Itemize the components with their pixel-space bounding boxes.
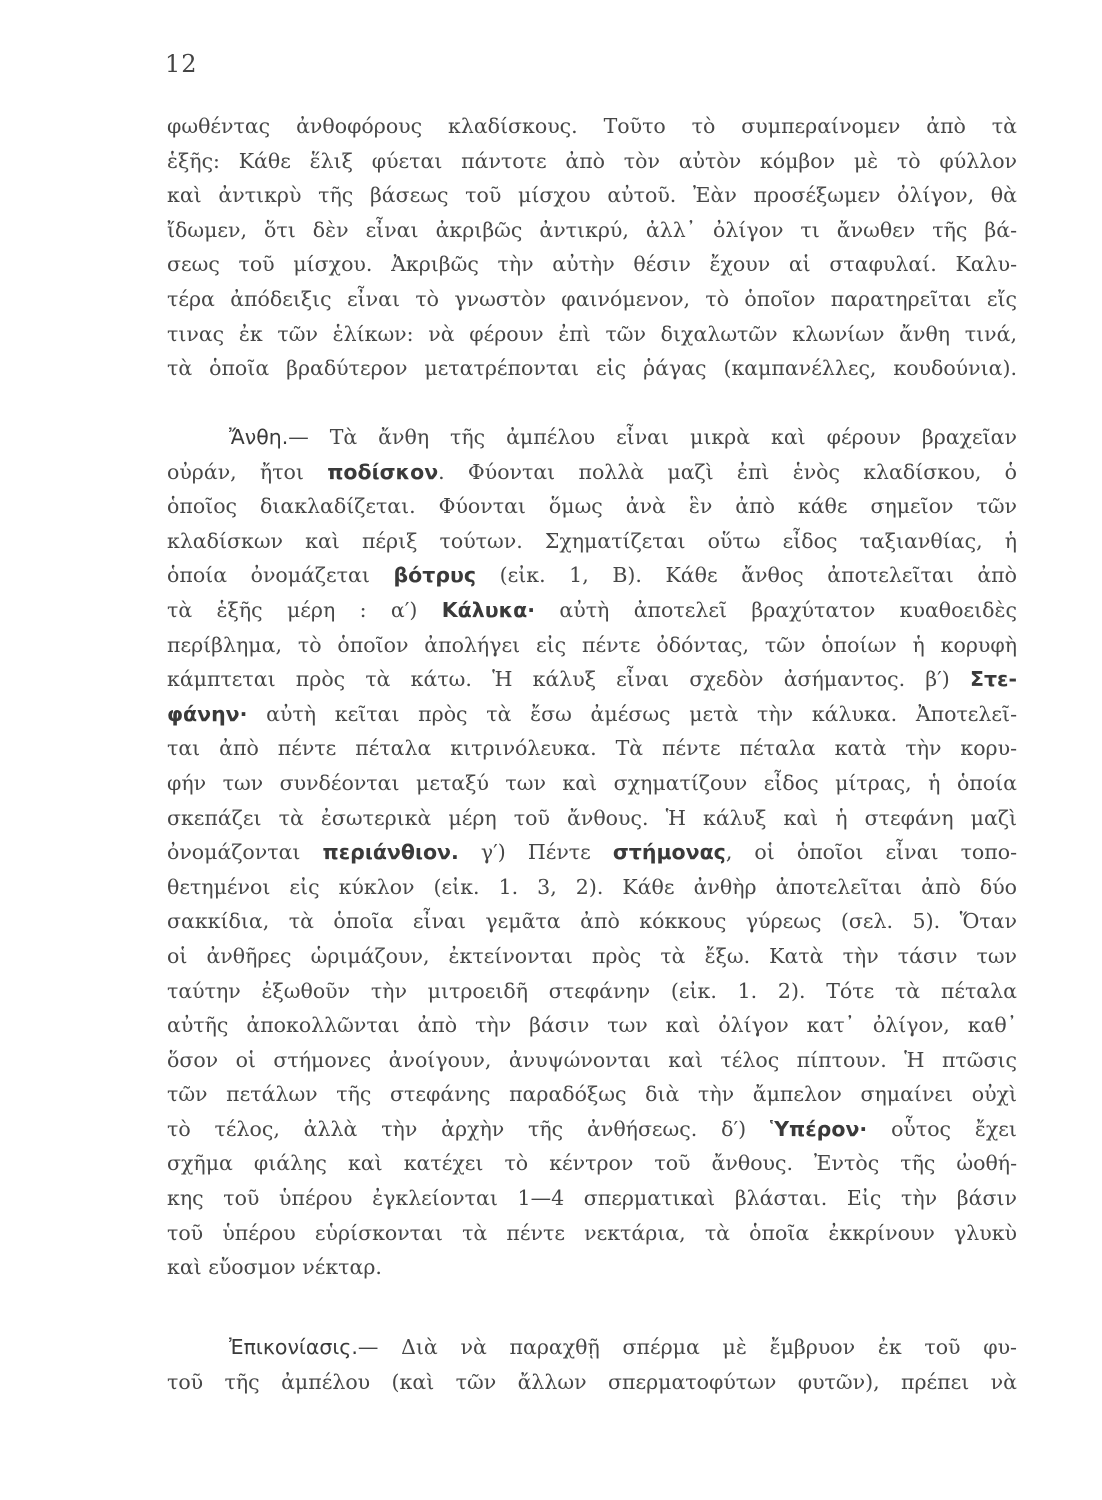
bold-term: φάνην· <box>167 701 248 726</box>
text-line: τῶν πετάλων τῆς στεφάνης παραδόξως διὰ τὴν ἄμπελον σημαίνει οὐχὶ <box>167 1082 1017 1107</box>
text-span: οὗτος ἔχει <box>891 1116 1017 1141</box>
text-line <box>167 593 1017 628</box>
paragraph-flowers <box>167 420 1017 1285</box>
text-line: κλαδίσκων καὶ πέριξ τούτων. Σχηματίζεται οὕτω εἶδος ταξιανθίας, ἡ <box>167 528 1017 553</box>
text-line <box>167 662 1017 697</box>
text-line: ἴδωμεν, ὅτι δὲν εἶναι ἀκριβῶς ἀντικρύ, ἀλλ᾽ ὀλίγον τι ἄνωθεν τῆς βά- <box>167 217 1017 242</box>
text-line <box>167 1330 1017 1365</box>
section-heading: Ἐπικονίασις. <box>229 1335 358 1359</box>
bold-term: Στε- <box>969 667 1017 692</box>
text-span: αὐτὴ ἀποτελεῖ βραχύτατον κυαθοειδὲς <box>559 597 1017 622</box>
text-line: καὶ ἀντικρὺ τῆς βάσεως τοῦ μίσχου αὐτοῦ. Ἐὰν προσέξωμεν ὀλίγον, θὰ <box>167 183 1017 208</box>
text-span: ὁποία ὀνομάζεται <box>167 563 370 588</box>
text-line: τοῦ ὑπέρου εὑρίσκονται τὰ πέντε νεκτάρια, τὰ ὁποῖα ἐκκρίνουν γλυκὺ <box>167 1220 1017 1245</box>
text-span: τὸ τέλος, ἀλλὰ τὴν ἀρχὴν τῆς ἀνθήσεως. δ′) <box>167 1116 747 1141</box>
text-span: τὰ ἑξῆς μέρη : α′) <box>167 597 418 622</box>
text-line: περίβλημα, τὸ ὁποῖον ἀπολήγει εἰς πέντε ὀδόντας, τῶν ὁποίων ἡ κορυφὴ <box>167 632 1017 657</box>
text-line <box>167 697 1017 732</box>
text-line <box>167 1112 1017 1147</box>
text-span: . Φύονται πολλὰ μαζὶ ἐπὶ ἑνὸς κλαδίσκου, ὁ <box>438 459 1017 484</box>
bold-term: Κάλυκα· <box>441 597 536 622</box>
text-line: κης τοῦ ὑπέρου ἐγκλείονται 1—4 σπερματικαὶ βλάσται. Εἰς τὴν βάσιν <box>167 1186 1017 1211</box>
text-span: — Τὰ ἄνθη τῆς ἀμπέλου εἶναι μικρὰ καὶ φέρουν βραχεῖαν <box>288 425 1017 449</box>
text-span: οὐράν, ἤτοι <box>167 459 304 484</box>
text-line: θετημένοι εἰς κύκλον (εἰκ. 1. 3, 2). Κάθε ἀνθὴρ ἀποτελεῖται ἀπὸ δύο <box>167 874 1017 899</box>
bold-term: στήμονας <box>612 840 726 865</box>
text-span: , οἱ ὁποῖοι εἶναι τοπο- <box>725 840 1017 865</box>
text-line: αὐτῆς ἀποκολλῶνται ἀπὸ τὴν βάσιν των καὶ ὀλίγον κατ᾽ ὀλίγον, καθ᾽ <box>167 1013 1017 1038</box>
text-line: τὰ ὁποῖα βραδύτερον μετατρέπονται εἰς ῥάγας (καμπανέλλες, κουδούνια). <box>167 356 1017 381</box>
text-line: φήν των συνδέονται μεταξύ των καὶ σχηματίζουν εἶδος μίτρας, ἡ ὁποία <box>167 770 1017 795</box>
bold-term: Ὑπέρον· <box>769 1116 868 1141</box>
text-line: σακκίδια, τὰ ὁποῖα εἶναι γεμᾶτα ἀπὸ κόκκους γύρεως (σελ. 5). Ὅταν <box>167 909 1017 934</box>
text-line: τινας ἐκ τῶν ἑλίκων: νὰ φέρουν ἐπὶ τῶν διχαλωτῶν κλωνίων ἄνθη τινά, <box>167 321 1017 346</box>
text-span: (εἰκ. 1, Β). Κάθε ἄνθος ἀποτελεῖται ἀπὸ <box>499 563 1017 588</box>
text-line: οἱ ἀνθῆρες ὡριμάζουν, ἐκτείνονται πρὸς τὰ ἔξω. Κατὰ τὴν τάσιν των <box>167 943 1017 968</box>
text-span: κάμπτεται πρὸς τὰ κάτω. Ἡ κάλυξ εἶναι σχεδὸν ἀσήμαντος. β′) <box>167 667 950 692</box>
text-line: σεως τοῦ μίσχου. Ἀκριβῶς τὴν αὐτὴν θέσιν ἔχουν αἱ σταφυλαί. Καλυ- <box>167 252 1017 277</box>
text-line <box>167 420 1017 455</box>
text-line: σχῆμα φιάλης καὶ κατέχει τὸ κέντρον τοῦ ἄνθους. Ἐντὸς τῆς ὠοθή- <box>167 1151 1017 1176</box>
bold-term: βότρυς <box>393 563 477 588</box>
bold-term: περιάνθιον. <box>322 840 459 865</box>
text-line: καὶ εὔοσμον νέκταρ. <box>167 1255 382 1280</box>
text-line: τέρα ἀπόδειξις εἶναι τὸ γνωστὸν φαινόμενον, τὸ ὁποῖον παρατηρεῖται εἴς <box>167 286 1017 311</box>
text-line: ὁποῖος διακλαδίζεται. Φύονται ὅμως ἀνὰ ἓν ἀπὸ κάθε σημεῖον τῶν <box>167 494 1017 519</box>
text-line: ὅσον οἱ στήμονες ἀνοίγουν, ἀνυψώνονται καὶ τέλος πίπτουν. Ἡ πτῶσις <box>167 1047 1017 1072</box>
text-span: — Διὰ νὰ παραχθῇ σπέρμα μὲ ἔμβρυον ἐκ τοῦ φυ- <box>357 1335 1017 1359</box>
text-span: γ′) Πέντε <box>480 840 591 865</box>
text-line <box>167 558 1017 593</box>
text-line: ἑξῆς: Κάθε ἕλιξ φύεται πάντοτε ἀπὸ τὸν αὐτὸν κόμβον μὲ τὸ φύλλον <box>167 148 1017 173</box>
text-line: ται ἀπὸ πέντε πέταλα κιτρινόλευκα. Τὰ πέντε πέταλα κατὰ τὴν κορυ- <box>167 736 1017 761</box>
text-line <box>167 835 1017 870</box>
text-span: αὐτὴ κεῖται πρὸς τὰ ἔσω ἀμέσως μετὰ τὴν κάλυκα. Ἀποτελεῖ- <box>266 701 1017 726</box>
paragraph-pollination <box>167 1330 1017 1399</box>
section-heading: Ἄνθη. <box>229 425 289 449</box>
text-span: ὀνομάζονται <box>167 840 301 865</box>
text-line: τοῦ τῆς ἀμπέλου (καὶ τῶν ἄλλων σπερματοφύτων φυτῶν), πρέπει νὰ <box>167 1369 1017 1394</box>
bold-term: ποδίσκον <box>327 459 439 484</box>
text-line: σκεπάζει τὰ ἐσωτερικὰ μέρη τοῦ ἄνθους. Ἡ κάλυξ καὶ ἡ στεφάνη μαζὶ <box>167 805 1017 830</box>
paragraph-tendrils <box>167 109 1017 386</box>
text-line: φωθέντας ἀνθοφόρους κλαδίσκους. Τοῦτο τὸ συμπεραίνομεν ἀπὸ τὰ <box>167 114 1017 138</box>
text-line: ταύτην ἐξωθοῦν τὴν μιτροειδῆ στεφάνην (εἰκ. 1. 2). Τότε τὰ πέταλα <box>167 978 1017 1003</box>
page-number: 12 <box>165 50 198 78</box>
text-line <box>167 455 1017 490</box>
